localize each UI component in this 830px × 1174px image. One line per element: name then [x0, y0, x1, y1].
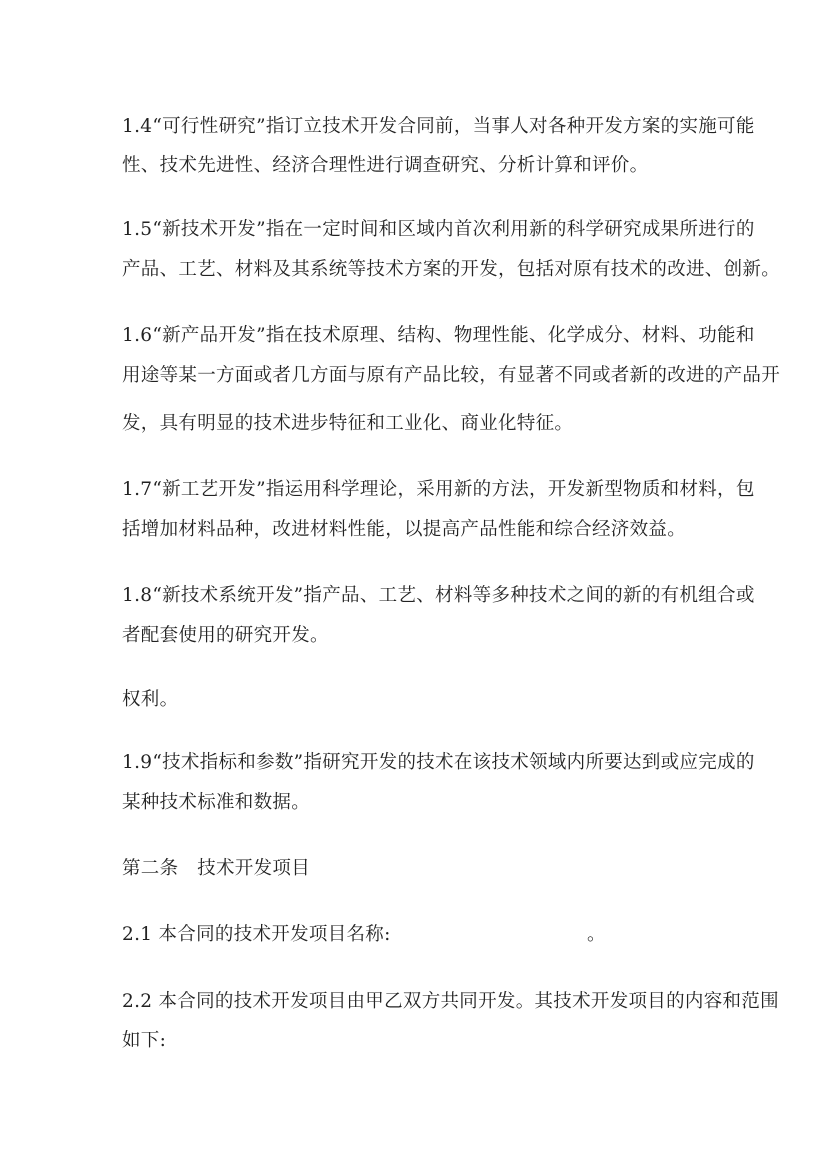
paragraph-rights: 权利。	[122, 689, 179, 710]
paragraph-1-7-line-1: 1.7“新工艺开发”指运用科学理论，采用新的方法，开发新型物质和材料，包	[122, 479, 755, 500]
paragraph-1-8-line-2: 者配套使用的研究开发。	[122, 625, 329, 646]
paragraph-1-9-line-1: 1.9“技术指标和参数”指研究开发的技术在该技术领域内所要达到或应完成的	[122, 752, 755, 773]
paragraph-1-5-line-2: 产品、工艺、材料及其系统等技术方案的开发，包括对原有技术的改进、创新。	[122, 259, 781, 280]
paragraph-2-2-line-2: 如下:	[122, 1030, 167, 1051]
paragraph-2-2-line-1: 2.2 本合同的技术开发项目由甲乙双方共同开发。其技术开发项目的内容和范围	[122, 991, 779, 1012]
paragraph-1-4-line-1: 1.4“可行性研究”指订立技术开发合同前，当事人对各种开发方案的实施可能	[122, 116, 755, 137]
section-heading-article-2: 第二条 技术开发项目	[122, 858, 311, 879]
paragraph-2-1: 2.1 本合同的技术开发项目名称:	[122, 924, 391, 945]
paragraph-1-8-line-1: 1.8“新技术系统开发”指产品、工艺、材料等多种技术之间的新的有机组合或	[122, 585, 755, 606]
paragraph-2-1-blank-end: 。	[587, 924, 606, 945]
paragraph-1-9-line-2: 某种技术标准和数据。	[122, 792, 311, 813]
paragraph-1-4-line-2: 性、技术先进性、经济合理性进行调查研究、分析计算和评价。	[122, 155, 649, 176]
paragraph-1-6-line-1: 1.6“新产品开发”指在技术原理、结构、物理性能、化学成分、材料、功能和	[122, 325, 755, 346]
paragraph-1-7-line-2: 括增加材料品种，改进材料性能，以提高产品性能和综合经济效益。	[122, 519, 687, 540]
paragraph-1-6-line-3: 发，具有明显的技术进步特征和工业化、商业化特征。	[122, 413, 574, 434]
paragraph-1-6-line-2: 用途等某一方面或者几方面与原有产品比较，有显著不同或者新的改进的产品开	[122, 365, 781, 386]
paragraph-1-5-line-1: 1.5“新技术开发”指在一定时间和区域内首次利用新的科学研究成果所进行的	[122, 219, 755, 240]
